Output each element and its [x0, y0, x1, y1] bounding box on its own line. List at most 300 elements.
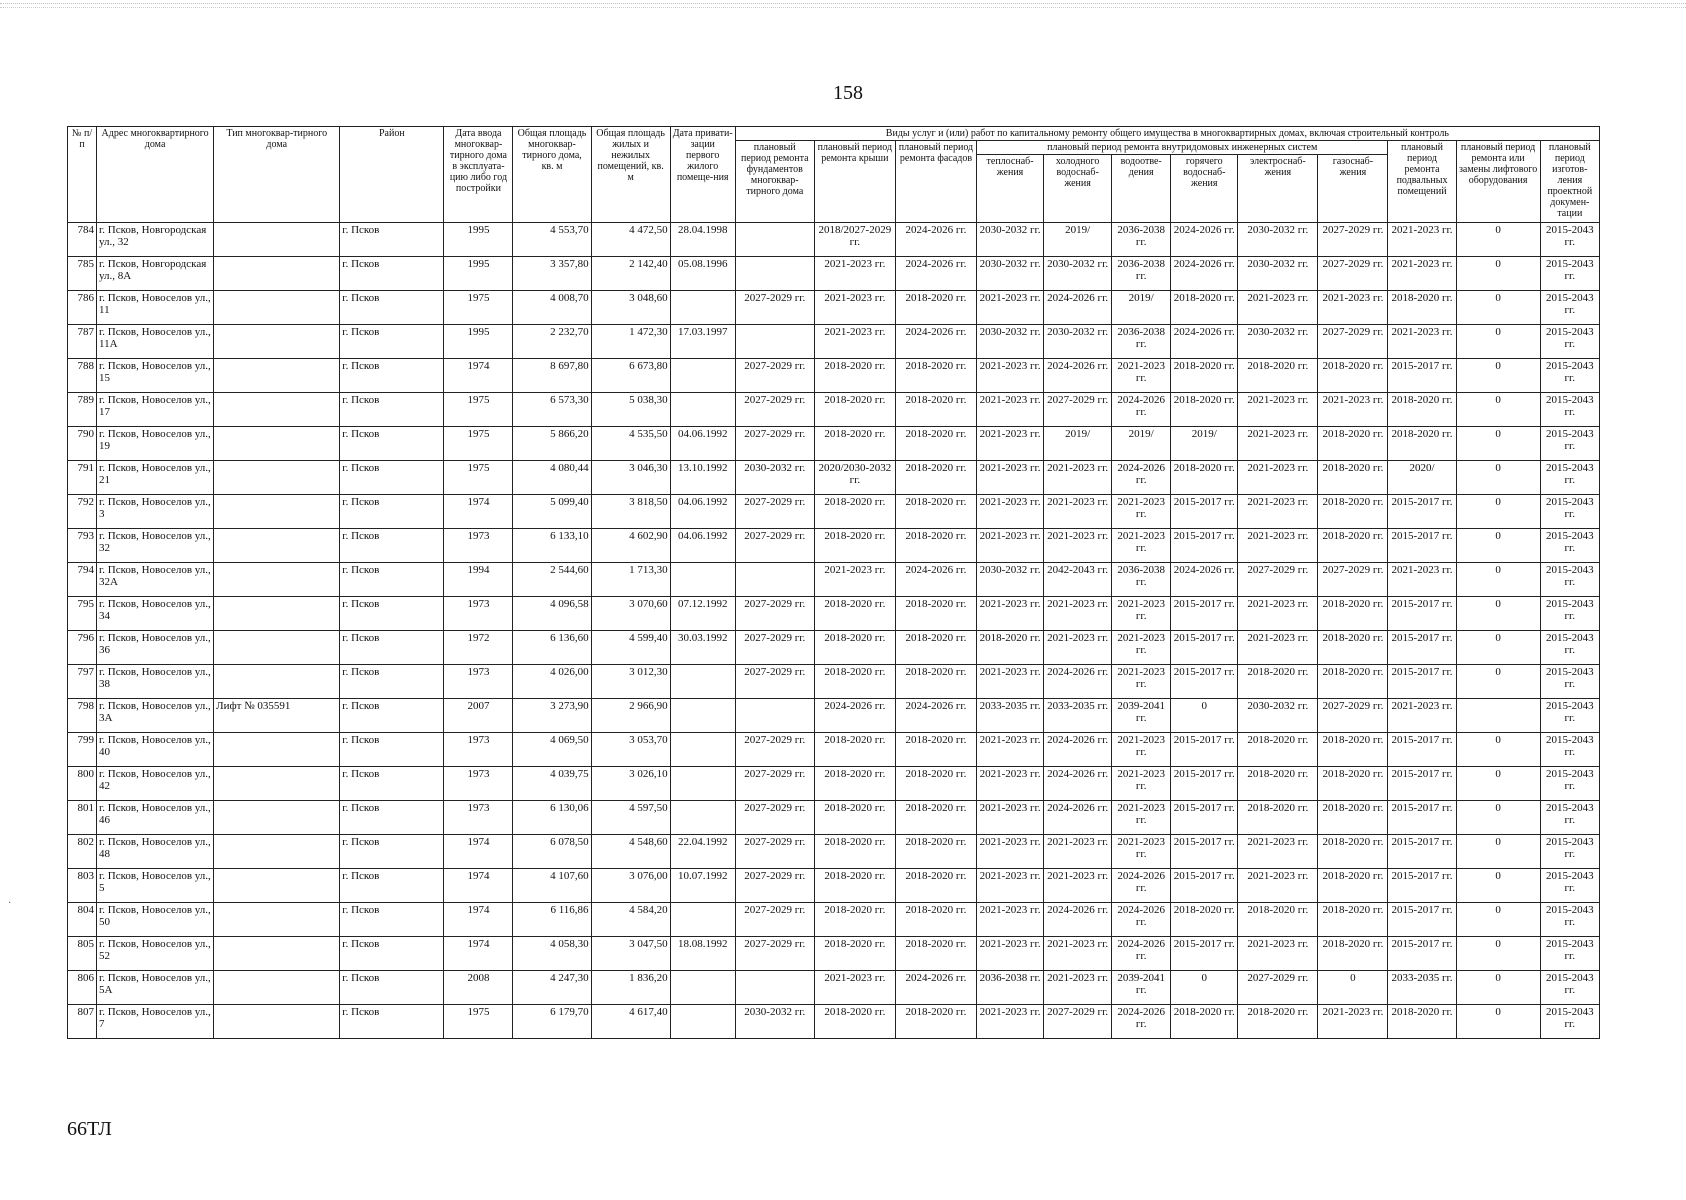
cell-num: 801 — [68, 801, 97, 835]
table-row — [68, 359, 1600, 393]
cell-living-area: 2 142,40 — [591, 257, 670, 291]
cell-address: г. Псков, Новоселов ул., 5 — [97, 869, 214, 903]
cell-year: 1975 — [444, 291, 513, 325]
cell-year: 1973 — [444, 665, 513, 699]
cell-gas: 0 — [1318, 971, 1388, 1005]
cell-gas: 2018-2020 гг. — [1318, 835, 1388, 869]
cell-total-area: 6 133,10 — [513, 529, 591, 563]
cell-basement: 2015-2017 гг. — [1388, 937, 1456, 971]
cell-num: 803 — [68, 869, 97, 903]
cell-heat: 2021-2023 гг. — [977, 767, 1044, 801]
cell-gas: 2018-2020 гг. — [1318, 427, 1388, 461]
cell-privatization — [670, 291, 735, 325]
cell-drainage: 2021-2023 гг. — [1112, 767, 1171, 801]
cell-elevator: 0 — [1456, 971, 1540, 1005]
cell-address: г. Псков, Новгородская ул., 8А — [97, 257, 214, 291]
cell-total-area: 6 573,30 — [513, 393, 591, 427]
cell-living-area: 3 046,30 — [591, 461, 670, 495]
cell-num: 793 — [68, 529, 97, 563]
cell-drainage: 2024-2026 гг. — [1112, 869, 1171, 903]
cell-year: 1994 — [444, 563, 513, 597]
cell-design-docs: 2015-2043 гг. — [1540, 665, 1599, 699]
cell-foundation: 2027-2029 гг. — [735, 291, 814, 325]
header-num: № п/п — [68, 127, 97, 223]
cell-elevator: 0 — [1456, 291, 1540, 325]
cell-privatization — [670, 801, 735, 835]
cell-living-area: 4 472,50 — [591, 223, 670, 257]
cell-elevator: 0 — [1456, 427, 1540, 461]
cell-year: 1975 — [444, 393, 513, 427]
cell-privatization — [670, 767, 735, 801]
cell-privatization — [670, 665, 735, 699]
cell-basement: 2018-2020 гг. — [1388, 291, 1456, 325]
cell-hot-water: 2024-2026 гг. — [1171, 257, 1238, 291]
table-row — [68, 699, 1600, 733]
cell-gas: 2018-2020 гг. — [1318, 495, 1388, 529]
cell-basement: 2015-2017 гг. — [1388, 529, 1456, 563]
cell-address: г. Псков, Новоселов ул., 11 — [97, 291, 214, 325]
cell-hot-water: 2015-2017 гг. — [1171, 767, 1238, 801]
cell-year: 1973 — [444, 529, 513, 563]
cell-cold-water: 2042-2043 гг. — [1044, 563, 1112, 597]
cell-district: г. Псков — [340, 767, 444, 801]
cell-gas: 2018-2020 гг. — [1318, 801, 1388, 835]
cell-drainage: 2021-2023 гг. — [1112, 835, 1171, 869]
cell-roof: 2020/2030-2032 гг. — [814, 461, 895, 495]
cell-address: г. Псков, Новоселов ул., 36 — [97, 631, 214, 665]
register-sheet — [67, 126, 1600, 1039]
cell-house-type — [214, 597, 340, 631]
cell-total-area: 3 357,80 — [513, 257, 591, 291]
cell-design-docs: 2015-2043 гг. — [1540, 869, 1599, 903]
cell-electric: 2018-2020 гг. — [1238, 359, 1318, 393]
cell-heat: 2030-2032 гг. — [977, 257, 1044, 291]
cell-num: 805 — [68, 937, 97, 971]
cell-electric: 2027-2029 гг. — [1238, 563, 1318, 597]
cell-design-docs: 2015-2043 гг. — [1540, 223, 1599, 257]
cell-privatization: 30.03.1992 — [670, 631, 735, 665]
cell-elevator: 0 — [1456, 1005, 1540, 1039]
cell-address: г. Псков, Новоселов ул., 46 — [97, 801, 214, 835]
cell-foundation: 2027-2029 гг. — [735, 597, 814, 631]
cell-design-docs: 2015-2043 гг. — [1540, 257, 1599, 291]
cell-cold-water: 2021-2023 гг. — [1044, 597, 1112, 631]
margin-mark: · — [8, 898, 12, 909]
cell-living-area: 5 038,30 — [591, 393, 670, 427]
cell-living-area: 3 076,00 — [591, 869, 670, 903]
cell-drainage: 2036-2038 гг. — [1112, 325, 1171, 359]
cell-facade: 2018-2020 гг. — [895, 869, 976, 903]
header-design-docs: плановый период изготов-ления проектной докумен-тации — [1540, 141, 1599, 223]
cell-cold-water: 2033-2035 гг. — [1044, 699, 1112, 733]
cell-living-area: 3 026,10 — [591, 767, 670, 801]
cell-hot-water: 2015-2017 гг. — [1171, 801, 1238, 835]
cell-electric: 2021-2023 гг. — [1238, 937, 1318, 971]
cell-hot-water: 2024-2026 гг. — [1171, 563, 1238, 597]
cell-gas: 2018-2020 гг. — [1318, 869, 1388, 903]
cell-house-type — [214, 461, 340, 495]
cell-electric: 2021-2023 гг. — [1238, 835, 1318, 869]
cell-design-docs: 2015-2043 гг. — [1540, 359, 1599, 393]
cell-total-area: 6 116,86 — [513, 903, 591, 937]
cell-gas: 2021-2023 гг. — [1318, 291, 1388, 325]
cell-facade: 2018-2020 гг. — [895, 427, 976, 461]
cell-living-area: 3 818,50 — [591, 495, 670, 529]
cell-hot-water: 2015-2017 гг. — [1171, 937, 1238, 971]
cell-hot-water: 0 — [1171, 971, 1238, 1005]
cell-facade: 2018-2020 гг. — [895, 495, 976, 529]
cell-total-area: 5 866,20 — [513, 427, 591, 461]
cell-electric: 2021-2023 гг. — [1238, 869, 1318, 903]
cell-facade: 2018-2020 гг. — [895, 597, 976, 631]
cell-address: г. Псков, Новоселов ул., 3А — [97, 699, 214, 733]
cell-total-area: 4 080,44 — [513, 461, 591, 495]
cell-cold-water: 2024-2026 гг. — [1044, 733, 1112, 767]
cell-basement: 2021-2023 гг. — [1388, 223, 1456, 257]
cell-drainage: 2024-2026 гг. — [1112, 1005, 1171, 1039]
cell-facade: 2018-2020 гг. — [895, 767, 976, 801]
table-row — [68, 937, 1600, 971]
cell-roof: 2018-2020 гг. — [814, 665, 895, 699]
cell-address: г. Псков, Новоселов ул., 50 — [97, 903, 214, 937]
cell-facade: 2018-2020 гг. — [895, 291, 976, 325]
cell-facade: 2018-2020 гг. — [895, 1005, 976, 1039]
cell-roof: 2018-2020 гг. — [814, 801, 895, 835]
cell-district: г. Псков — [340, 665, 444, 699]
cell-elevator: 0 — [1456, 223, 1540, 257]
cell-district: г. Псков — [340, 427, 444, 461]
cell-heat: 2021-2023 гг. — [977, 529, 1044, 563]
cell-design-docs: 2015-2043 гг. — [1540, 563, 1599, 597]
cell-facade: 2024-2026 гг. — [895, 971, 976, 1005]
cell-electric: 2021-2023 гг. — [1238, 631, 1318, 665]
cell-address: г. Псков, Новоселов ул., 11А — [97, 325, 214, 359]
cell-living-area: 4 602,90 — [591, 529, 670, 563]
cell-house-type — [214, 835, 340, 869]
cell-facade: 2018-2020 гг. — [895, 665, 976, 699]
cell-gas: 2021-2023 гг. — [1318, 1005, 1388, 1039]
cell-privatization: 22.04.1992 — [670, 835, 735, 869]
cell-foundation: 2027-2029 гг. — [735, 835, 814, 869]
cell-cold-water: 2021-2023 гг. — [1044, 461, 1112, 495]
cell-design-docs: 2015-2043 гг. — [1540, 937, 1599, 971]
cell-basement: 2021-2023 гг. — [1388, 699, 1456, 733]
header-district: Район — [340, 127, 444, 223]
cell-heat: 2018-2020 гг. — [977, 631, 1044, 665]
cell-roof: 2018-2020 гг. — [814, 903, 895, 937]
cell-elevator: 0 — [1456, 563, 1540, 597]
cell-living-area: 4 617,40 — [591, 1005, 670, 1039]
cell-living-area: 3 053,70 — [591, 733, 670, 767]
cell-basement: 2015-2017 гг. — [1388, 631, 1456, 665]
cell-hot-water: 2015-2017 гг. — [1171, 869, 1238, 903]
cell-facade: 2018-2020 гг. — [895, 801, 976, 835]
cell-elevator: 0 — [1456, 393, 1540, 427]
cell-privatization — [670, 971, 735, 1005]
cell-design-docs: 2015-2043 гг. — [1540, 597, 1599, 631]
cell-num: 797 — [68, 665, 97, 699]
cell-total-area: 2 544,60 — [513, 563, 591, 597]
cell-hot-water: 0 — [1171, 699, 1238, 733]
cell-address: г. Псков, Новоселов ул., 21 — [97, 461, 214, 495]
cell-elevator: 0 — [1456, 665, 1540, 699]
table-row — [68, 597, 1600, 631]
cell-address: г. Псков, Новоселов ул., 32 — [97, 529, 214, 563]
cell-drainage: 2021-2023 гг. — [1112, 495, 1171, 529]
cell-electric: 2018-2020 гг. — [1238, 767, 1318, 801]
cell-electric: 2021-2023 гг. — [1238, 427, 1318, 461]
cell-cold-water: 2021-2023 гг. — [1044, 835, 1112, 869]
cell-heat: 2021-2023 гг. — [977, 801, 1044, 835]
cell-electric: 2021-2023 гг. — [1238, 393, 1318, 427]
header-cold-water: холодного водоснаб-жения — [1044, 155, 1112, 223]
cell-living-area: 4 599,40 — [591, 631, 670, 665]
cell-roof: 2018-2020 гг. — [814, 529, 895, 563]
cell-cold-water: 2030-2032 гг. — [1044, 325, 1112, 359]
cell-cold-water: 2021-2023 гг. — [1044, 495, 1112, 529]
cell-roof: 2018-2020 гг. — [814, 393, 895, 427]
cell-num: 804 — [68, 903, 97, 937]
cell-district: г. Псков — [340, 223, 444, 257]
cell-privatization — [670, 903, 735, 937]
cell-house-type — [214, 563, 340, 597]
cell-district: г. Псков — [340, 1005, 444, 1039]
cell-num: 802 — [68, 835, 97, 869]
cell-num: 787 — [68, 325, 97, 359]
header-gas: газоснаб-жения — [1318, 155, 1388, 223]
cell-elevator: 0 — [1456, 903, 1540, 937]
table-body — [68, 223, 1600, 1039]
cell-roof: 2021-2023 гг. — [814, 563, 895, 597]
cell-cold-water: 2021-2023 гг. — [1044, 971, 1112, 1005]
cell-total-area: 4 553,70 — [513, 223, 591, 257]
cell-living-area: 3 070,60 — [591, 597, 670, 631]
cell-drainage: 2036-2038 гг. — [1112, 563, 1171, 597]
header-foundation: плановый период ремонта фундаментов многоквар-тирного дома — [735, 141, 814, 223]
cell-year: 1974 — [444, 835, 513, 869]
cell-living-area: 2 966,90 — [591, 699, 670, 733]
cell-design-docs: 2015-2043 гг. — [1540, 495, 1599, 529]
table-row — [68, 393, 1600, 427]
table-row — [68, 223, 1600, 257]
cell-electric: 2018-2020 гг. — [1238, 1005, 1318, 1039]
cell-total-area: 6 179,70 — [513, 1005, 591, 1039]
cell-year: 1973 — [444, 801, 513, 835]
cell-gas: 2018-2020 гг. — [1318, 937, 1388, 971]
cell-year: 1973 — [444, 767, 513, 801]
cell-heat: 2021-2023 гг. — [977, 427, 1044, 461]
cell-district: г. Псков — [340, 903, 444, 937]
cell-basement: 2015-2017 гг. — [1388, 869, 1456, 903]
cell-gas: 2018-2020 гг. — [1318, 529, 1388, 563]
cell-foundation: 2027-2029 гг. — [735, 393, 814, 427]
cell-roof: 2018-2020 гг. — [814, 835, 895, 869]
cell-privatization: 07.12.1992 — [670, 597, 735, 631]
cell-facade: 2018-2020 гг. — [895, 835, 976, 869]
cell-basement: 2015-2017 гг. — [1388, 835, 1456, 869]
cell-hot-water: 2018-2020 гг. — [1171, 903, 1238, 937]
cell-address: г. Псков, Новоселов ул., 40 — [97, 733, 214, 767]
cell-foundation: 2027-2029 гг. — [735, 801, 814, 835]
cell-foundation: 2027-2029 гг. — [735, 733, 814, 767]
cell-facade: 2018-2020 гг. — [895, 529, 976, 563]
cell-total-area: 4 069,50 — [513, 733, 591, 767]
cell-privatization — [670, 563, 735, 597]
header-systems-group: плановый период ремонта внутридомовых инженерных систем — [977, 141, 1388, 155]
cell-living-area: 6 673,80 — [591, 359, 670, 393]
cell-drainage: 2019/ — [1112, 427, 1171, 461]
cell-address: г. Псков, Новоселов ул., 34 — [97, 597, 214, 631]
cell-total-area: 6 130,06 — [513, 801, 591, 835]
cell-heat: 2021-2023 гг. — [977, 495, 1044, 529]
table-row — [68, 971, 1600, 1005]
cell-total-area: 5 099,40 — [513, 495, 591, 529]
cell-basement: 2015-2017 гг. — [1388, 597, 1456, 631]
cell-privatization: 17.03.1997 — [670, 325, 735, 359]
table-row — [68, 325, 1600, 359]
cell-facade: 2024-2026 гг. — [895, 223, 976, 257]
cell-house-type — [214, 495, 340, 529]
header-commission-date: Дата ввода многоквар-тирного дома в эксплуата-цию либо год постройки — [444, 127, 513, 223]
cell-drainage: 2021-2023 гг. — [1112, 597, 1171, 631]
cell-year: 1995 — [444, 325, 513, 359]
cell-foundation: 2027-2029 гг. — [735, 937, 814, 971]
cell-num: 798 — [68, 699, 97, 733]
cell-design-docs: 2015-2043 гг. — [1540, 801, 1599, 835]
header-electric: электроснаб-жения — [1238, 155, 1318, 223]
cell-address: г. Псков, Новоселов ул., 52 — [97, 937, 214, 971]
cell-cold-water: 2027-2029 гг. — [1044, 393, 1112, 427]
cell-elevator: 0 — [1456, 325, 1540, 359]
cell-district: г. Псков — [340, 325, 444, 359]
cell-elevator: 0 — [1456, 869, 1540, 903]
cell-facade: 2018-2020 гг. — [895, 631, 976, 665]
cell-address: г. Псков, Новоселов ул., 3 — [97, 495, 214, 529]
cell-facade: 2018-2020 гг. — [895, 461, 976, 495]
cell-address: г. Псков, Новоселов ул., 7 — [97, 1005, 214, 1039]
cell-house-type — [214, 359, 340, 393]
cell-drainage: 2021-2023 гг. — [1112, 665, 1171, 699]
header-address: Адрес многоквартирного дома — [97, 127, 214, 223]
table-row — [68, 495, 1600, 529]
cell-design-docs: 2015-2043 гг. — [1540, 971, 1599, 1005]
cell-address: г. Псков, Новоселов ул., 48 — [97, 835, 214, 869]
cell-hot-water: 2015-2017 гг. — [1171, 665, 1238, 699]
cell-electric: 2027-2029 гг. — [1238, 971, 1318, 1005]
cell-total-area: 4 247,30 — [513, 971, 591, 1005]
cell-basement: 2021-2023 гг. — [1388, 257, 1456, 291]
cell-year: 1995 — [444, 257, 513, 291]
cell-drainage: 2019/ — [1112, 291, 1171, 325]
cell-gas: 2018-2020 гг. — [1318, 461, 1388, 495]
table-header — [68, 127, 1600, 223]
cell-roof: 2018-2020 гг. — [814, 937, 895, 971]
cell-district: г. Псков — [340, 801, 444, 835]
cell-electric: 2021-2023 гг. — [1238, 529, 1318, 563]
cell-roof: 2018-2020 гг. — [814, 631, 895, 665]
cell-num: 806 — [68, 971, 97, 1005]
cell-roof: 2018-2020 гг. — [814, 733, 895, 767]
cell-roof: 2021-2023 гг. — [814, 325, 895, 359]
cell-facade: 2024-2026 гг. — [895, 563, 976, 597]
cell-num: 790 — [68, 427, 97, 461]
cell-house-type — [214, 903, 340, 937]
cell-drainage: 2021-2023 гг. — [1112, 529, 1171, 563]
cell-foundation: 2027-2029 гг. — [735, 665, 814, 699]
cell-house-type — [214, 631, 340, 665]
cell-foundation: 2027-2029 гг. — [735, 529, 814, 563]
cell-facade: 2018-2020 гг. — [895, 903, 976, 937]
header-basement: плановый период ремонта подвальных помещений — [1388, 141, 1456, 223]
cell-num: 786 — [68, 291, 97, 325]
table-row — [68, 801, 1600, 835]
cell-drainage: 2024-2026 гг. — [1112, 461, 1171, 495]
cell-privatization: 28.04.1998 — [670, 223, 735, 257]
cell-drainage: 2021-2023 гг. — [1112, 359, 1171, 393]
table-row — [68, 427, 1600, 461]
cell-electric: 2030-2032 гг. — [1238, 257, 1318, 291]
cell-heat: 2021-2023 гг. — [977, 461, 1044, 495]
table-row — [68, 665, 1600, 699]
cell-electric: 2018-2020 гг. — [1238, 665, 1318, 699]
cell-total-area: 6 078,50 — [513, 835, 591, 869]
cell-design-docs: 2015-2043 гг. — [1540, 427, 1599, 461]
cell-roof: 2021-2023 гг. — [814, 291, 895, 325]
cell-basement: 2018-2020 гг. — [1388, 427, 1456, 461]
cell-cold-water: 2027-2029 гг. — [1044, 1005, 1112, 1039]
cell-address: г. Псков, Новоселов ул., 19 — [97, 427, 214, 461]
header-drainage: водоотве-дения — [1112, 155, 1171, 223]
cell-hot-water: 2015-2017 гг. — [1171, 631, 1238, 665]
cell-heat: 2021-2023 гг. — [977, 835, 1044, 869]
cell-living-area: 3 048,60 — [591, 291, 670, 325]
cell-privatization: 04.06.1992 — [670, 427, 735, 461]
cell-district: г. Псков — [340, 529, 444, 563]
cell-house-type — [214, 665, 340, 699]
cell-total-area: 2 232,70 — [513, 325, 591, 359]
cell-district: г. Псков — [340, 393, 444, 427]
cell-elevator: 0 — [1456, 937, 1540, 971]
cell-gas: 2027-2029 гг. — [1318, 699, 1388, 733]
cell-heat: 2021-2023 гг. — [977, 1005, 1044, 1039]
cell-privatization: 13.10.1992 — [670, 461, 735, 495]
cell-design-docs: 2015-2043 гг. — [1540, 733, 1599, 767]
header-heat: теплоснаб-жения — [977, 155, 1044, 223]
cell-roof: 2018-2020 гг. — [814, 359, 895, 393]
cell-year: 1973 — [444, 733, 513, 767]
footer-code: 66ТЛ — [67, 1118, 112, 1140]
cell-basement: 2015-2017 гг. — [1388, 801, 1456, 835]
cell-basement: 2020/ — [1388, 461, 1456, 495]
cell-electric: 2030-2032 гг. — [1238, 325, 1318, 359]
cell-elevator: 0 — [1456, 733, 1540, 767]
cell-year: 1974 — [444, 937, 513, 971]
cell-num: 791 — [68, 461, 97, 495]
cell-drainage: 2039-2041 гг. — [1112, 971, 1171, 1005]
cell-hot-water: 2015-2017 гг. — [1171, 835, 1238, 869]
cell-privatization — [670, 359, 735, 393]
cell-roof: 2018-2020 гг. — [814, 495, 895, 529]
cell-heat: 2021-2023 гг. — [977, 869, 1044, 903]
cell-gas: 2027-2029 гг. — [1318, 257, 1388, 291]
cell-electric: 2018-2020 гг. — [1238, 903, 1318, 937]
cell-year: 1975 — [444, 427, 513, 461]
cell-design-docs: 2015-2043 гг. — [1540, 291, 1599, 325]
cell-address: г. Псков, Новоселов ул., 17 — [97, 393, 214, 427]
cell-heat: 2021-2023 гг. — [977, 733, 1044, 767]
header-works-group: Виды услуг и (или) работ по капитальному ремонту общего имущества в многоквартирных домах, включая строительный контроль — [735, 127, 1599, 141]
cell-basement: 2015-2017 гг. — [1388, 359, 1456, 393]
